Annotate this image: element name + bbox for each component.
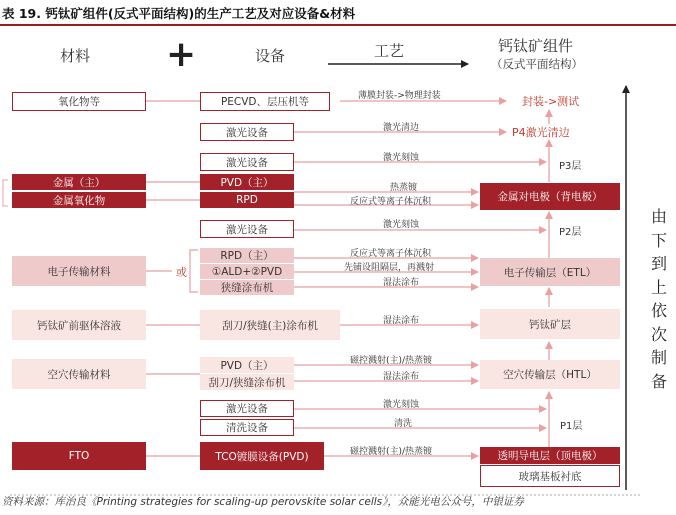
equip-pvd-main: PVD（主） (200, 174, 294, 190)
side-char: 依 (650, 301, 667, 320)
equip-ald-pvd: ①ALD+②PVD (200, 264, 294, 279)
proc-laser-etch-1: 激光刻蚀 (383, 153, 420, 163)
equip-laser-3: 激光设备 (200, 220, 294, 238)
proc-laser-etch-3: 激光刻蚀 (383, 400, 420, 410)
layer-metal-electrode: 金属对电极（背电极） (480, 183, 620, 210)
proc-sputter-evap-2: 磁控溅射(主)/热蒸镀 (350, 447, 433, 457)
equip-pvd-main-2: PVD（主） (200, 357, 294, 373)
layer-etl: 电子传输层（ETL） (480, 258, 620, 286)
layer-p3: P3层 (559, 161, 582, 172)
layer-p4: P4激光清边 (512, 126, 570, 139)
equip-rpd-main: RPD（主） (200, 248, 294, 263)
proc-thermal-evap: 热蒸镀 (390, 183, 418, 193)
source-note: 资料来源：库治良《Printing strategies for scaling-up perovskite solar cells》，众能光电公众号，中银证券 (2, 496, 524, 508)
proc-clean: 清洗 (394, 419, 413, 429)
proc-laser-edge: 激光清边 (383, 123, 420, 133)
proc-laser-etch-2: 激光刻蚀 (383, 220, 420, 230)
equip-blade-slot-2: 刮刀/狭缝涂布机 (200, 374, 294, 390)
equip-tco: TCO镀膜设备(PVD) (200, 442, 324, 470)
material-htl: 空穴传输材料 (12, 359, 146, 389)
layer-glass: 玻璃基板衬底 (480, 465, 620, 487)
module-header: 钙钛矿组件 (498, 37, 574, 55)
side-char: 次 (650, 324, 667, 344)
side-label (648, 205, 670, 393)
plus-sign: + (166, 34, 197, 75)
proc-rpd: 反应式等离子体沉积 (350, 197, 432, 207)
side-char: 制 (650, 348, 667, 367)
equip-slot-coater: 狭缝涂布机 (200, 280, 294, 295)
figure-title: 表 19. 钙钛矿组件(反式平面结构)的生产工艺及对应设备&材料 (2, 6, 356, 21)
equip-cleaning: 清洗设备 (200, 419, 294, 436)
proc-wet-coat: 湿法涂布 (383, 316, 420, 326)
proc-ald: 先铺设阻隔层，再溅射 (344, 263, 435, 273)
proc-slot-coat: 湿法涂布 (383, 278, 420, 288)
process-header: 工艺 (374, 42, 405, 60)
equip-laser-2: 激光设备 (200, 153, 294, 171)
proc-encap: 薄膜封装->物理封装 (358, 91, 441, 101)
layer-p1: P1层 (560, 421, 583, 432)
material-etl: 电子传输材料 (12, 256, 146, 286)
side-char: 下 (650, 230, 667, 250)
proc-sputter-evap: 磁控溅射(主)/热蒸镀 (350, 356, 433, 366)
equip-blade-slot: 刮刀/狭缝(主)涂布机 (200, 310, 340, 340)
material-fto: FTO (12, 442, 146, 470)
equipment-header: 设备 (255, 47, 286, 65)
material-metal-main: 金属（主） (12, 174, 146, 190)
layer-p2: P2层 (559, 227, 582, 238)
layer-perovskite: 钙钛矿层 (480, 309, 620, 339)
materials-header: 材料 (60, 47, 91, 65)
side-char: 由 (650, 207, 667, 226)
side-char: 备 (650, 371, 667, 391)
layer-encap-test: 封装->测试 (522, 95, 580, 108)
proc-rpd-2: 反应式等离子体沉积 (350, 249, 432, 259)
material-oxide: 氧化物等 (12, 92, 146, 111)
equip-laser-4: 激光设备 (200, 400, 294, 417)
equip-rpd: RPD (200, 192, 294, 208)
side-char: 上 (650, 277, 667, 297)
metal-bracket (3, 180, 8, 206)
material-precursor: 钙钛矿前驱体溶液 (12, 310, 146, 340)
layer-htl: 空穴传输层（HTL） (480, 360, 620, 389)
layer-tco: 透明导电层（顶电极） (480, 447, 620, 464)
side-char: 到 (650, 254, 667, 273)
proc-wet-coat-2: 湿法涂布 (383, 372, 420, 382)
etl-alt-bracket (190, 250, 198, 292)
equip-laser-1: 激光设备 (200, 123, 294, 141)
or-label: 或 (176, 266, 187, 279)
module-subheader: （反式平面结构） (491, 57, 583, 71)
equip-pecvd: PECVD、层压机等 (200, 92, 330, 111)
material-metal-oxide: 金属氧化物 (12, 192, 146, 208)
